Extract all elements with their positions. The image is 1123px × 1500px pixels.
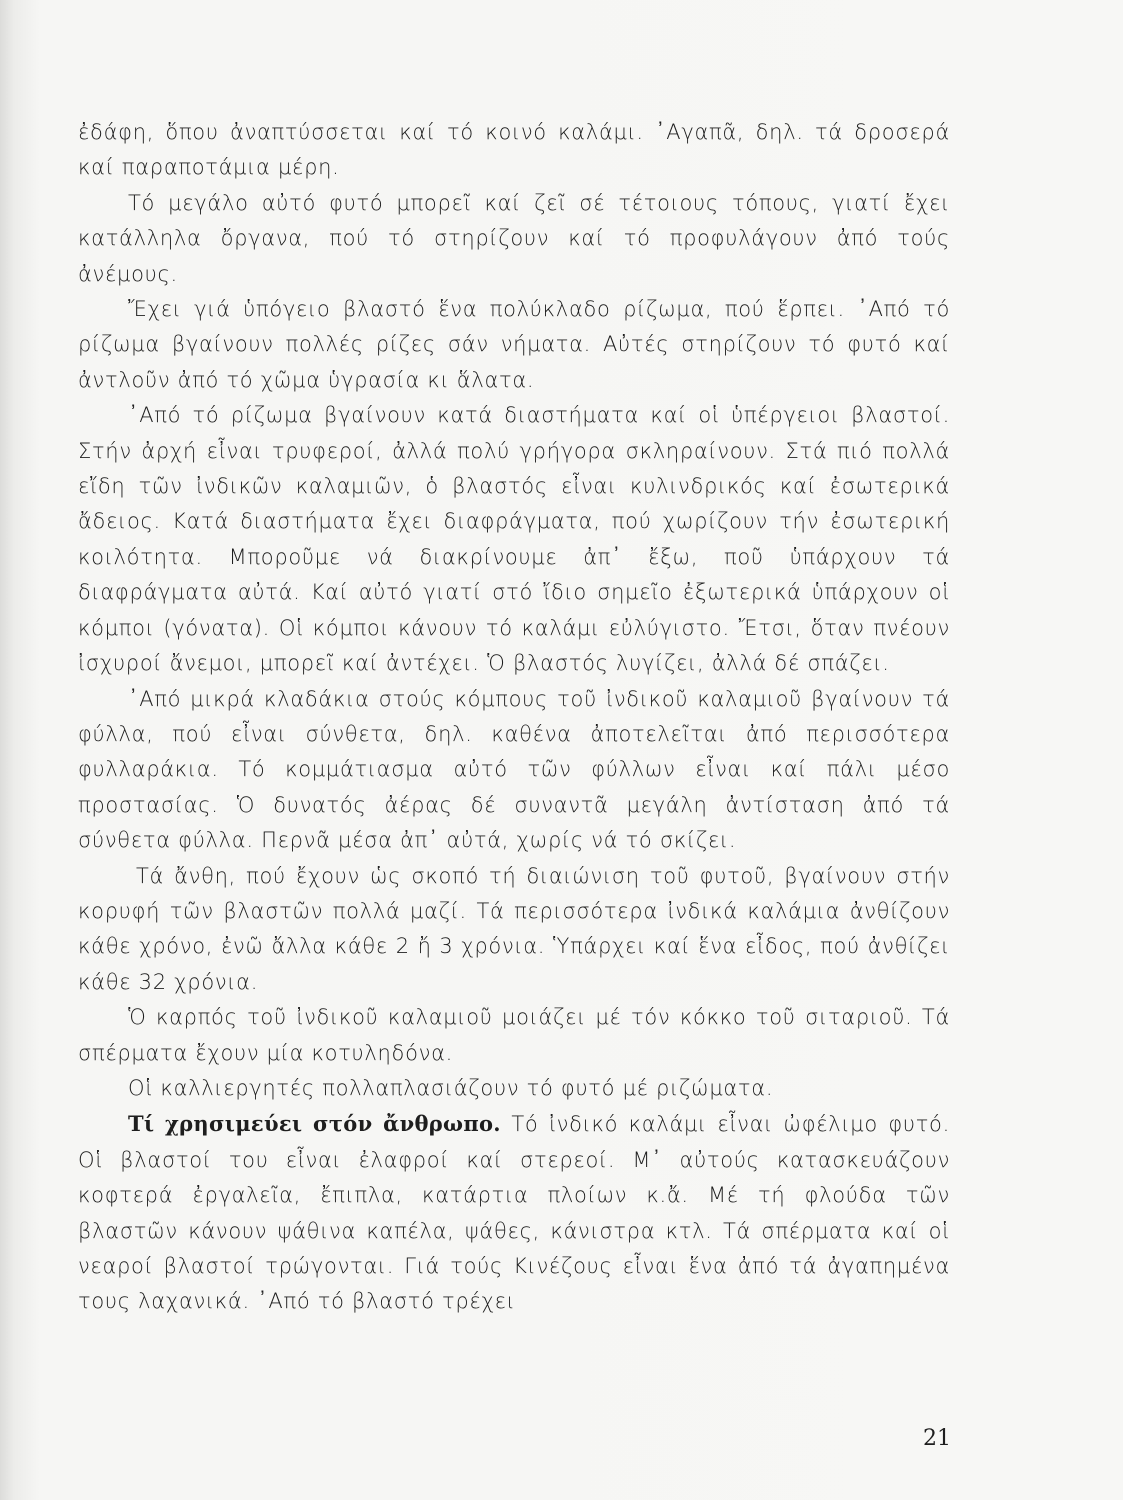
body-text — [78, 115, 950, 1320]
paragraph-3: Ἔχει γιά ὑπόγειο βλαστό ἕνα πολύκλαδο ρίζωμα, πού ἕρπει. ᾿Από τό ρίζωμα βγαίνουν πολλές ρίζες σάν νήματα. Αὐτές στηρίζουν τό φυτό καί ἀντλοῦν ἀπό τό χῶμα ὑγρασία κι ἅλατα. — [78, 297, 950, 392]
page-number: 21 — [923, 1426, 951, 1451]
paragraph-5: ᾿Από μικρά κλαδάκια στούς κόμπους τοῦ ἰνδικοῦ καλαμιοῦ βγαίνουν τά φύλλα, πού εἶναι σύνθετα, δηλ. καθένα ἀποτελεῖται ἀπό περισσότερα φυλλαράκια. Τό κομμάτιασμα αὐτό τῶν φύλλων εἶναι καί πάλι μέσο προστασίας. Ὁ δυνατός ἀέρας δέ συναντᾶ μεγάλη ἀντίσταση ἀπό τά σύνθετα φύλλα. Περνᾶ μέσα ἀπ᾿ αὐτά, χωρίς νά τό σκίζει. — [78, 686, 950, 853]
paragraph-6: Τά ἄνθη, πού ἔχουν ὡς σκοπό τή διαιώνιση τοῦ φυτοῦ, βγαίνουν στήν κορυφή τῶν βλαστῶν πολλά μαζί. Τά περισσότερα ἰνδικά καλάμια ἀνθίζουν κάθε χρόνο, ἐνῶ ἄλλα κάθε 2 ἤ 3 χρόνια. Ὑπάρχει καί ἕνα εἶδος, πού ἀνθίζει κάθε 32 χρόνια. — [78, 863, 950, 994]
paragraph-2: Τό μεγάλο αὐτό φυτό μπορεῖ καί ζεῖ σέ τέτοιους τόπους, γιατί ἔχει κατάλληλα ὄργανα, πού τό στηρίζουν καί τό προφυλάγουν ἀπό τούς ἀνέμους. — [78, 190, 950, 286]
paragraph-8: Οἱ καλλιεργητές πολλαπλασιάζουν τό φυτό μέ ριζώματα. — [128, 1075, 774, 1100]
paragraph-9 — [78, 1106, 950, 1319]
paragraph-7: Ὁ καρπός τοῦ ἰνδικοῦ καλαμιοῦ μοιάζει μέ τόν κόκκο τοῦ σιταριοῦ. Τά σπέρματα ἔχουν μία κοτυληδόνα. — [78, 1005, 950, 1065]
section-heading: Τί χρησιμεύει στόν ἄνθρωπο. — [128, 1111, 501, 1137]
section-text: Τό ἰνδικό καλάμι εἶναι ὠφέλιμο φυτό. Οἱ βλαστοί του εἶναι ἐλαφροί καί στερεοί. Μ᾿ αὐτούς κατασκευάζουν κοφτερά ἐργαλεῖα, ἔπιπλα, κατάρτια πλοίων κ.ἄ. Μέ τή φλούδα τῶν βλαστῶν κάνουν ψάθινα καπέλα, ψάθες, κάνιστρα κτλ. Τά σπέρματα καί οἱ νεαροί βλαστοί τρώγονται. Γιά τούς Κινέζους εἶναι ἕνα ἀπό τά ἀγαπημένα τους λαχανικά. ᾿Από τό βλαστό τρέχει — [78, 1112, 950, 1314]
paragraph-4: ᾿Από τό ρίζωμα βγαίνουν κατά διαστήματα καί οἱ ὑπέργειοι βλαστοί. Στήν ἀρχή εἶναι τρυφεροί, ἀλλά πολύ γρήγορα σκληραίνουν. Στά πιό πολλά εἴδη τῶν ἰνδικῶν καλαμιῶν, ὁ βλαστός εἶναι κυλινδρικός καί ἐσωτερικά ἄδειος. Κατά διαστήματα ἔχει διαφράγματα, πού χωρίζουν τήν ἐσωτερική κοιλότητα. Μποροῦμε νά διακρίνουμε ἀπ᾿ ἔξω, ποῦ ὑπάρχουν τά διαφράγματα αὐτά. Καί αὐτό γιατί στό ἴδιο σημεῖο ἐξωτερικά ὑπάρχουν οἱ κόμποι (γόνατα). Οἱ κόμποι κάνουν τό καλάμι εὐλύγιστο. Ἔτσι, ὅταν πνέουν ἰσχυροί ἄνεμοι, μπορεῖ καί ἀντέχει. Ὁ βλαστός λυγίζει, ἀλλά δέ σπάζει. — [78, 403, 950, 676]
paragraph-1: ἐδάφη, ὅπου ἀναπτύσσεται καί τό κοινό καλάμι. ᾿Αγαπᾶ, δηλ. τά δροσερά καί παραποτάμια μέρη. — [78, 120, 950, 180]
